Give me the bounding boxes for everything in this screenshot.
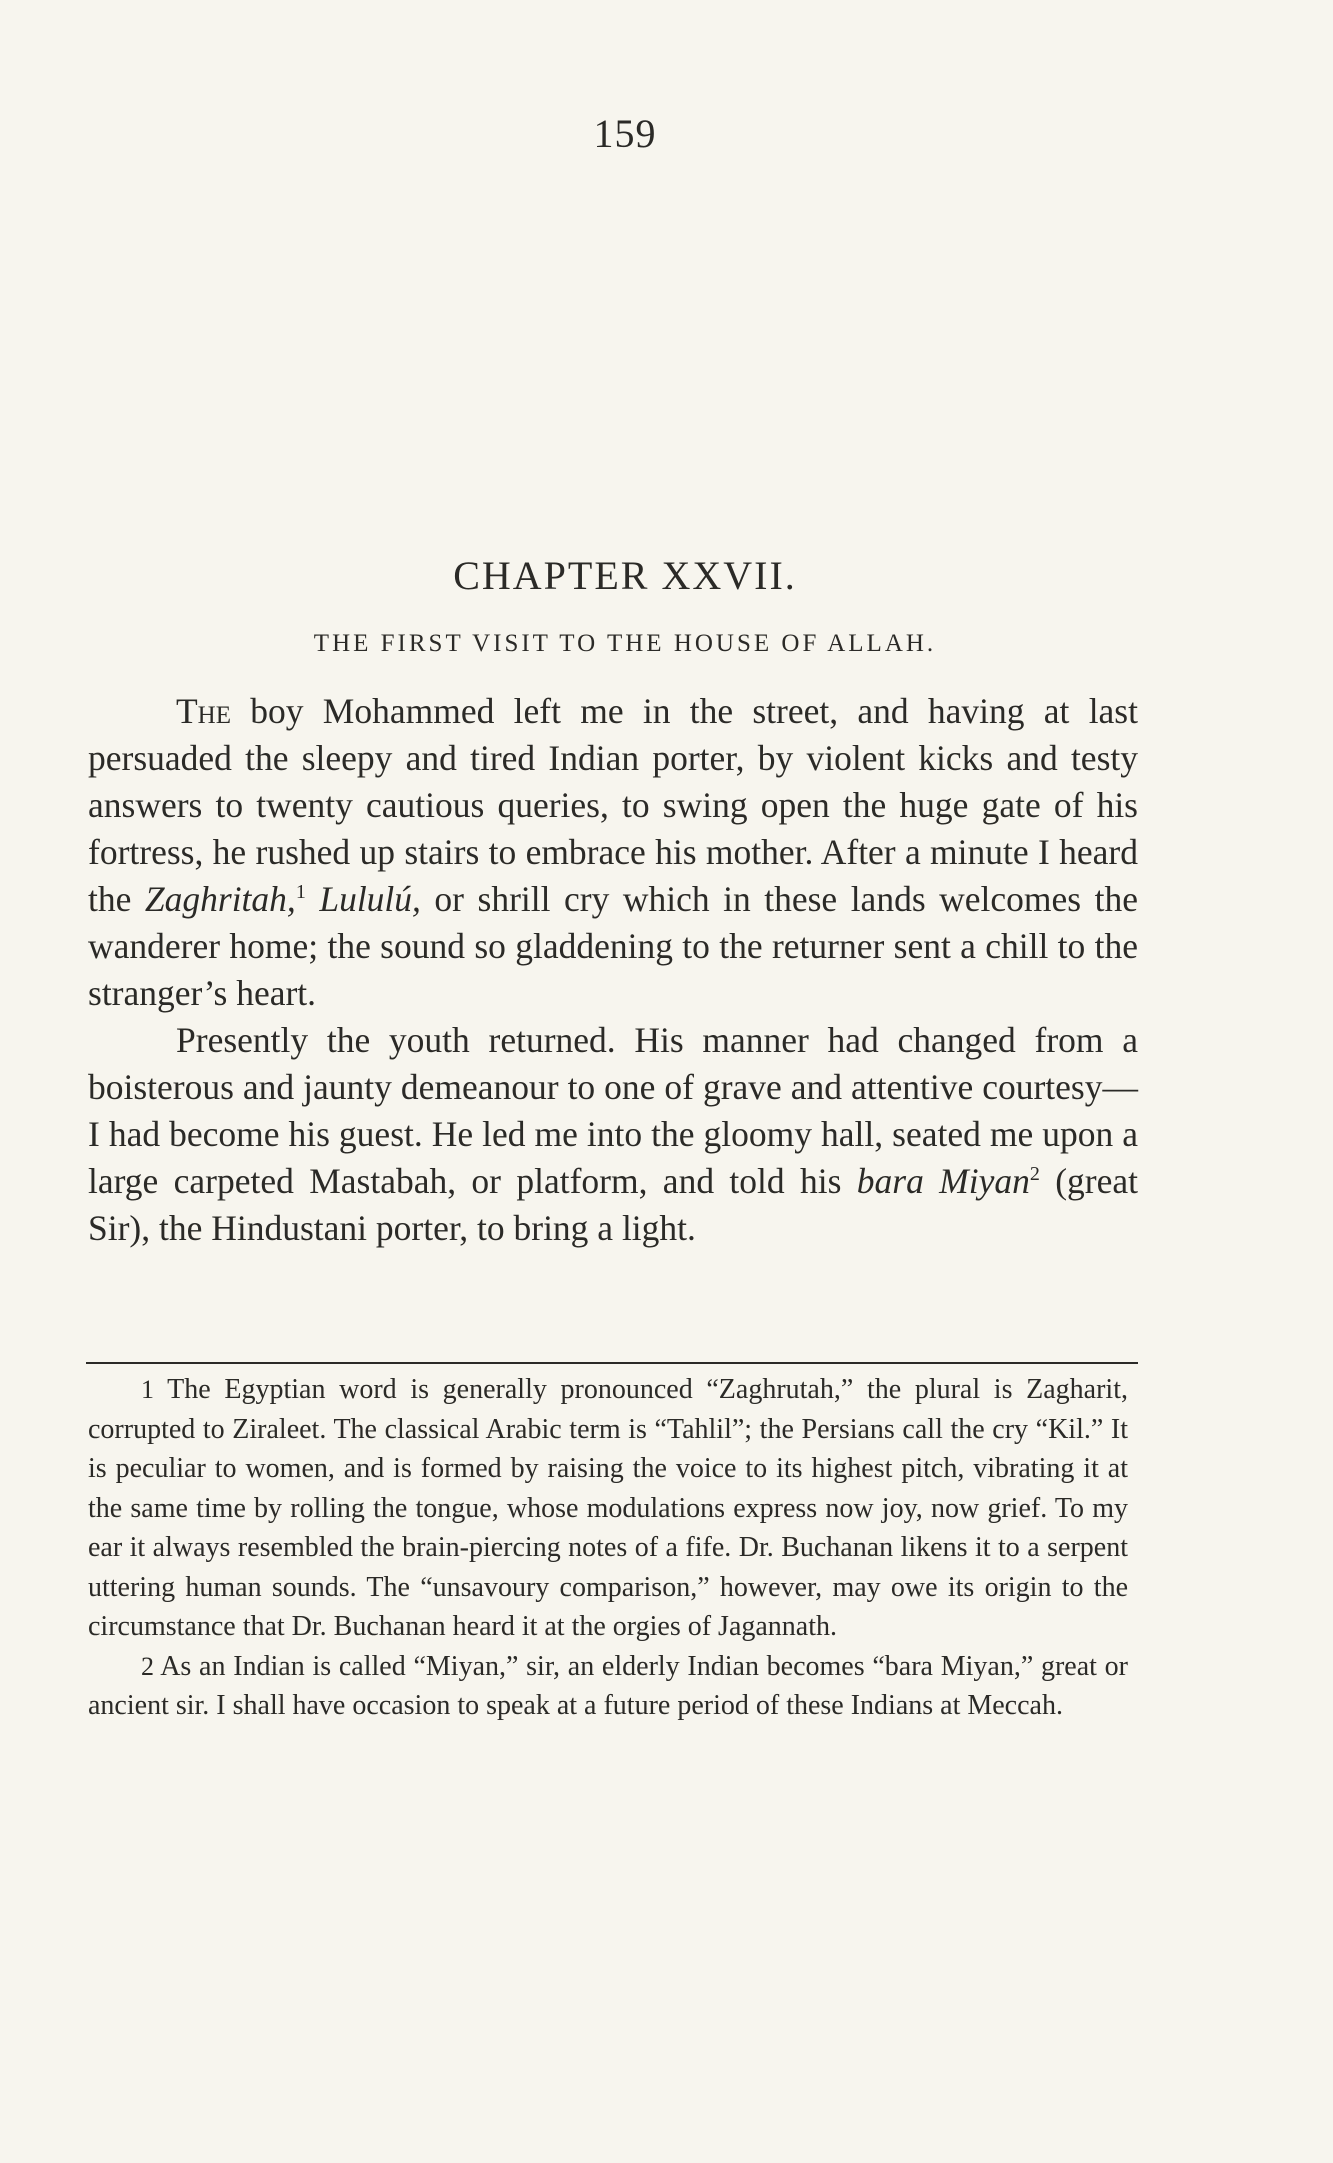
footnotes <box>88 1370 1128 1726</box>
footnote-1 <box>88 1370 1128 1647</box>
body-text <box>88 688 1138 1252</box>
paragraph-1-text-b: or shrill cry which in these lands welcomes the wanderer home; the sound so gladdening to the returner sent a chill to the stranger’s heart. <box>88 879 1138 1013</box>
term-bara-miyan: bara Miyan <box>856 1161 1030 1201</box>
page-number: 159 <box>593 111 657 156</box>
term-zaghritah: Zaghritah, <box>144 879 296 919</box>
footnote-ref-1: 1 <box>295 881 306 904</box>
footnote-1-marker: 1 <box>141 1375 154 1404</box>
chapter-subtitle: THE FIRST VISIT TO THE HOUSE OF ALLAH. <box>313 630 937 657</box>
footnote-2 <box>88 1647 1128 1726</box>
paragraph-1-text-a: boy Mohammed left me in the street, and having at last persuaded the sleepy and tired Indian porter, by violent kicks and testy answers to twenty cautious queries, to swing open the huge gate of his fortress, he rushed up stairs to embrace his mother. After a minute I heard the <box>88 691 1138 919</box>
term-lululu: Lululú, <box>305 879 421 919</box>
paragraph-2-text-a: Presently the youth returned. His manner had changed from a boisterous and jaunty demeanour to one of grave and attentive courtesy—I had become his guest. He led me into the gloomy hall, seated me upon a large carpeted Mastabah, or platform, and told his <box>88 1020 1138 1201</box>
footnote-2-marker: 2 <box>141 1651 154 1681</box>
opening-word: The <box>176 691 232 731</box>
paragraph-2-text-b: (great Sir), the Hindustani porter, to bring a light. <box>88 1161 1138 1248</box>
chapter-title: CHAPTER XXVII. <box>453 553 797 598</box>
footnote-ref-2: 2 <box>1029 1163 1040 1186</box>
footnote-divider <box>86 1362 1138 1364</box>
footnote-1-text: The Egyptian word is generally pronounced “Zaghrutah,” the plural is Zagharit, corrupted to Ziraleet. The classical Arabic term is “Tahlil”; the Persians call the cry “Kil.” It is peculiar to women, and is formed by raising the voice to its highest pitch, vibrating it at the same time by rolling the tongue, whose modulations express now joy, now grief. To my ear it always resembled the brain-piercing notes of a fife. Dr. Buchanan likens it to a serpent uttering human sounds. The “unsavoury comparison,” however, may owe its origin to the circumstance that Dr. Buchanan heard it at the orgies of Jagannath. <box>88 1374 1128 1642</box>
footnote-2-text: As an Indian is called “Miyan,” sir, an elderly Indian becomes “bara Miyan,” great or ancient sir. I shall have occasion to speak at a future period of these Indians at Meccah. <box>88 1650 1128 1721</box>
paragraph-2 <box>88 1017 1138 1252</box>
paragraph-1 <box>88 688 1138 1017</box>
